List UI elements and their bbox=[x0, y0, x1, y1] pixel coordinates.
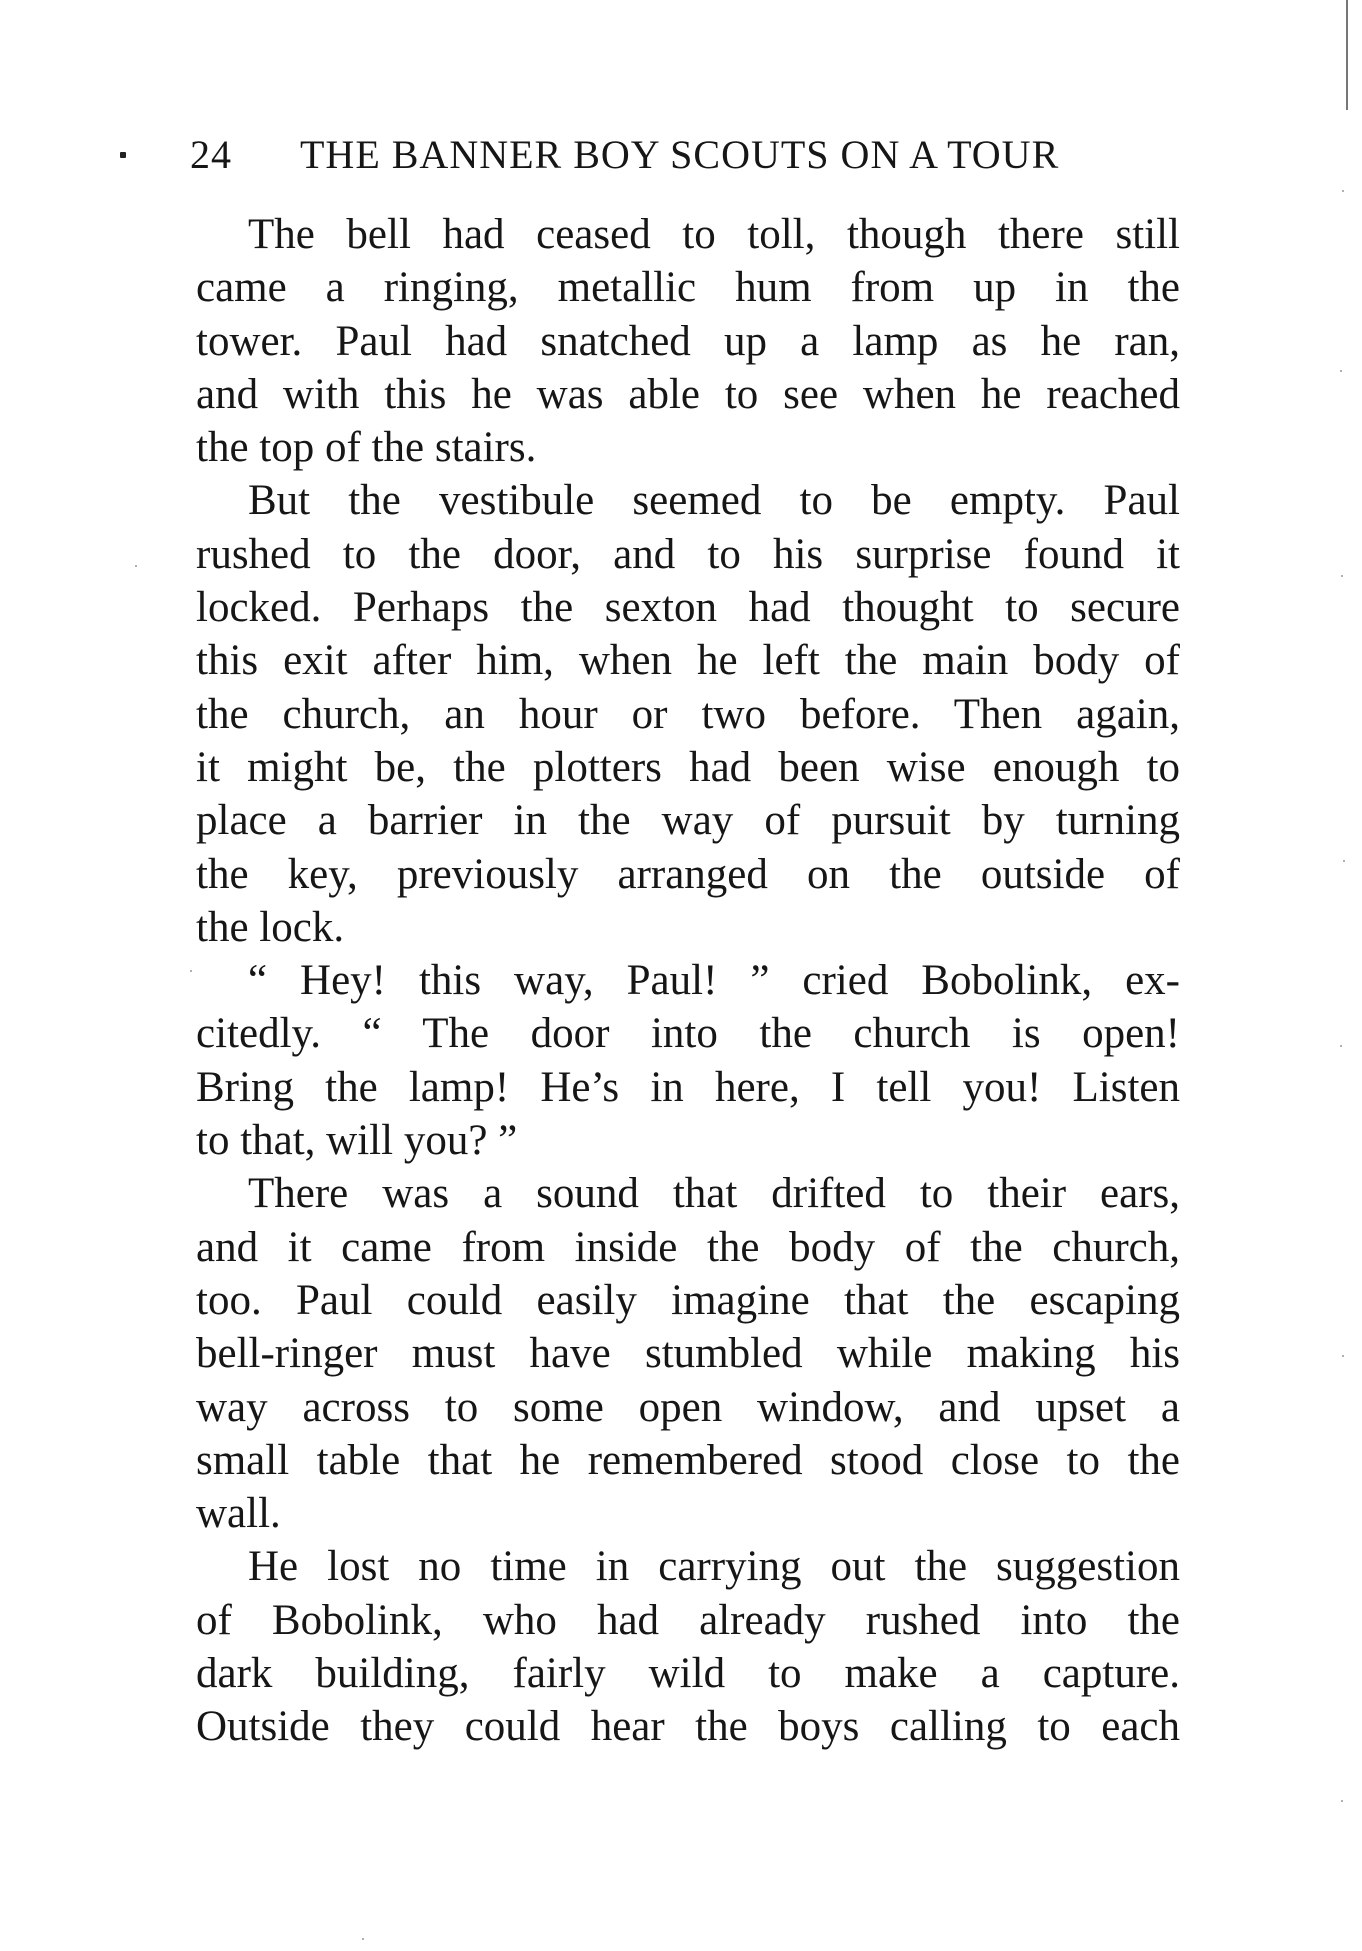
scan-speck bbox=[1342, 190, 1344, 192]
text-line: of Bobolink, who had already rushed into the bbox=[196, 1596, 1180, 1644]
scan-speck bbox=[1341, 575, 1343, 577]
text-line: bell-ringer must have stumbled while making his bbox=[196, 1330, 1180, 1378]
text-line: the church, an hour or two before. Then again, bbox=[196, 690, 1180, 738]
text-line: and it came from inside the body of the church, bbox=[196, 1223, 1180, 1271]
text-line: locked. Perhaps the sexton had thought to secure bbox=[196, 584, 1180, 632]
body-text bbox=[196, 208, 1180, 1754]
scan-speck bbox=[190, 970, 192, 972]
text-line: this exit after him, when he left the main body of bbox=[196, 637, 1180, 685]
text-line: came a ringing, metallic hum from up in the bbox=[196, 264, 1180, 312]
text-line: place a barrier in the way of pursuit by turning bbox=[196, 797, 1180, 845]
running-header bbox=[190, 125, 1200, 185]
text-line: way across to some open window, and upset a bbox=[196, 1383, 1180, 1431]
text-line: the key, previously arranged on the outside of bbox=[196, 850, 1180, 898]
text-line: There was a sound that drifted to their ears, bbox=[248, 1170, 1180, 1218]
text-line: the top of the stairs. bbox=[196, 424, 537, 472]
text-line: rushed to the door, and to his surprise found it bbox=[196, 530, 1180, 578]
text-line: small table that he remembered stood close to the bbox=[196, 1436, 1180, 1484]
text-line: “ Hey! this way, Paul! ” cried Bobolink, ex- bbox=[248, 957, 1180, 1005]
scan-edge-mark bbox=[1346, 0, 1348, 110]
text-line: citedly. “ The door into the church is open! bbox=[196, 1010, 1180, 1058]
text-line: Bring the lamp! He’s in here, I tell you! Listen bbox=[196, 1063, 1180, 1111]
scan-speck bbox=[1343, 860, 1345, 862]
text-line: The bell had ceased to toll, though there still bbox=[248, 211, 1180, 258]
text-line: to that, will you? ” bbox=[196, 1117, 518, 1165]
margin-mark bbox=[120, 152, 126, 158]
text-line: tower. Paul had snatched up a lamp as he ran, bbox=[196, 317, 1180, 365]
page-number: 24 bbox=[190, 132, 232, 177]
scan-speck bbox=[1340, 370, 1342, 372]
text-line: wall. bbox=[196, 1490, 281, 1538]
scan-speck bbox=[1341, 1800, 1343, 1802]
scan-speck bbox=[362, 1938, 364, 1940]
scan-speck bbox=[1342, 1355, 1344, 1357]
text-line: He lost no time in carrying out the suggestion bbox=[248, 1543, 1180, 1591]
text-line: too. Paul could easily imagine that the escaping bbox=[196, 1276, 1180, 1324]
text-line: the lock. bbox=[196, 903, 345, 951]
text-line: it might be, the plotters had been wise enough to bbox=[196, 743, 1180, 791]
text-line: Outside they could hear the boys calling to each bbox=[196, 1703, 1180, 1751]
text-line: dark building, fairly wild to make a capture. bbox=[196, 1650, 1180, 1698]
scan-speck bbox=[1340, 1045, 1342, 1047]
scan-speck bbox=[135, 565, 137, 567]
text-line: But the vestibule seemed to be empty. Paul bbox=[248, 477, 1180, 525]
text-line: and with this he was able to see when he reached bbox=[196, 370, 1180, 418]
running-title: THE BANNER BOY SCOUTS ON A TOUR bbox=[300, 132, 1060, 177]
